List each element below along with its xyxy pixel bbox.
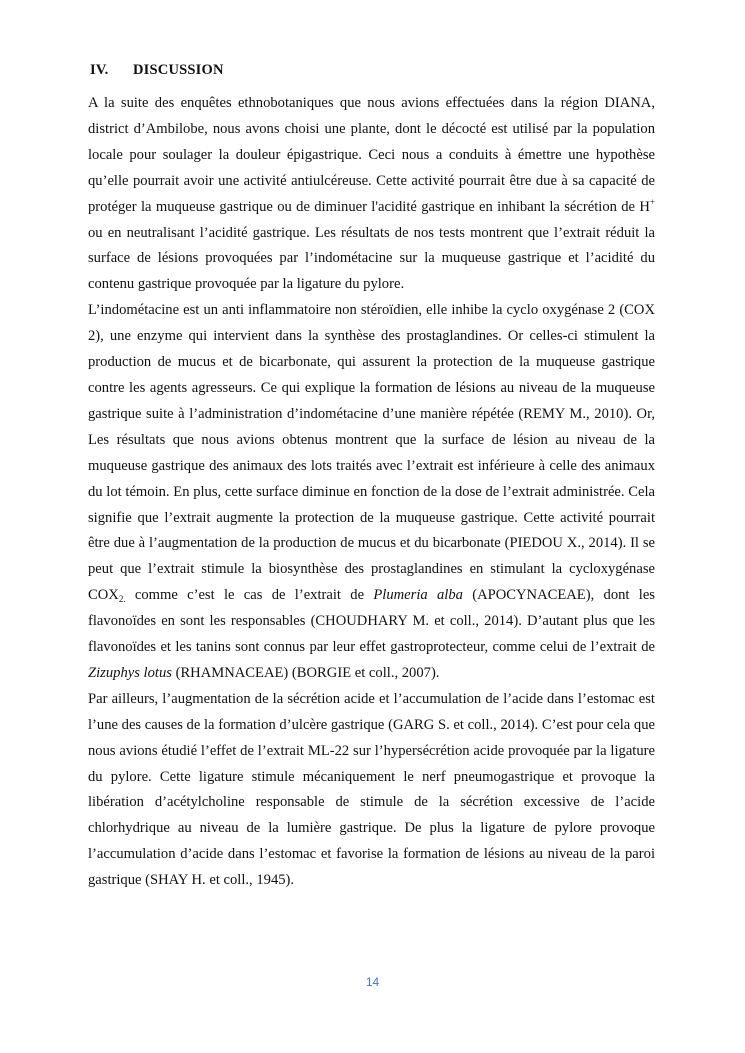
paragraph-intro-text-b: ou en neutralisant l’acidité gastrique. Les résultats de nos tests montrent que l’extrait réduit la surface de lésions provoquées par l’indométacine sur la muqueuse gastrique et l’acidité du contenu gastrique provoquée par la ligature du pylore. (88, 224, 655, 293)
paragraph-indometacine-text-a: L’indométacine est un anti inflammatoire non stéroïdien, elle inhibe la cyclo oxygénase 2 (COX 2), une enzyme qui intervient dans la synthèse des prostaglandines. Or celles-ci stimulent la production de mucus et de bicarbonate, qui assurent la protection de la muqueuse gastrique contre les agents agresseurs. Ce qui explique la formation de lésions au niveau de la muqueuse gastrique suite à l’administration d’indométacine d’une manière répétée (REMY M., 2010). Or, Les résultats que nous avions obtenus montrent que la surface de lésion au niveau de la muqueuse gastrique des animaux des lots traités avec l’extrait est inférieure à celle des animaux du lot témoin. En plus, cette surface diminue en fonction de la dose de l’extrait administrée. Cela signifie que l’extrait augmente la protection de la muqueuse gastrique. Cette activité pourrait être due à l’augmentation de la production de mucus et du bicarbonate (PIEDOU X., 2014). Il se peut que l’extrait stimule la biosynthèse des prostaglandines en stimulant la cycloxygénase COX (88, 302, 655, 604)
paragraph-indometacine-text-b: comme c’est le cas de l’extrait de (125, 587, 374, 604)
subscript-cox2: 2. (118, 594, 126, 605)
page-number: 14 (365, 975, 380, 989)
paragraph-intro (88, 91, 655, 298)
section-heading (90, 62, 224, 79)
superscript-plus: + (649, 196, 655, 207)
paragraph-indometacine (88, 298, 655, 687)
paragraph-acid-secretion: Par ailleurs, l’augmentation de la sécrétion acide et l’accumulation de l’acide dans l’estomac est l’une des causes de la formation d’ulcère gastrique (GARG S. et coll., 2014). C’est pour cela que nous avions étudié l’effet de l’extrait ML-22 sur l’hypersécrétion acide provoquée par la ligature du pylore. Cette ligature stimule mécaniquement le nerf pneumogastrique et provoque la libération d’acétylcholine responsable de stimule de la sécrétion excessive de l’acide chlorhydrique au niveau de la lumière gastrique. De plus la ligature de pylore provoque l’accumulation d’acide dans l’estomac et favorise la formation de lésions au niveau de la paroi gastrique (SHAY H. et coll., 1945). (88, 690, 655, 889)
paragraph-indometacine-text-d: (RHAMNACEAE) (BORGIE et coll., 2007). (171, 664, 440, 681)
section-title: DISCUSSION (133, 62, 224, 78)
section-number: IV. (90, 62, 109, 78)
species-plumeria-alba: Plumeria alba (373, 587, 463, 604)
document-body (88, 91, 655, 894)
paragraph-indometacine-text-c: (APOCYNACEAE), dont les flavonoïdes en sont les responsables (CHOUDHARY M. et coll., 2014). D’autant plus que les flavonoïdes et les tanins sont connus par leur effet gastroprotecteur, comme celui de l’extrait de (88, 587, 655, 656)
paragraph-intro-text-a: A la suite des enquêtes ethnobotaniques que nous avions effectuées dans la région DIANA, district d’Ambilobe, nous avons choisi une plante, dont le décocté est utilisé par la population locale pour soulager la douleur épigastrique. Ceci nous a conduits à émettre une hypothèse qu’elle pourrait avoir une activité antiulcéreuse. Cette activité pourrait être due à sa capacité de protéger la muqueuse gastrique ou de diminuer l'acidité gastrique en inhibant la sécrétion de H (88, 95, 655, 215)
species-zizuphys-lotus: Zizuphys lotus (88, 664, 172, 681)
